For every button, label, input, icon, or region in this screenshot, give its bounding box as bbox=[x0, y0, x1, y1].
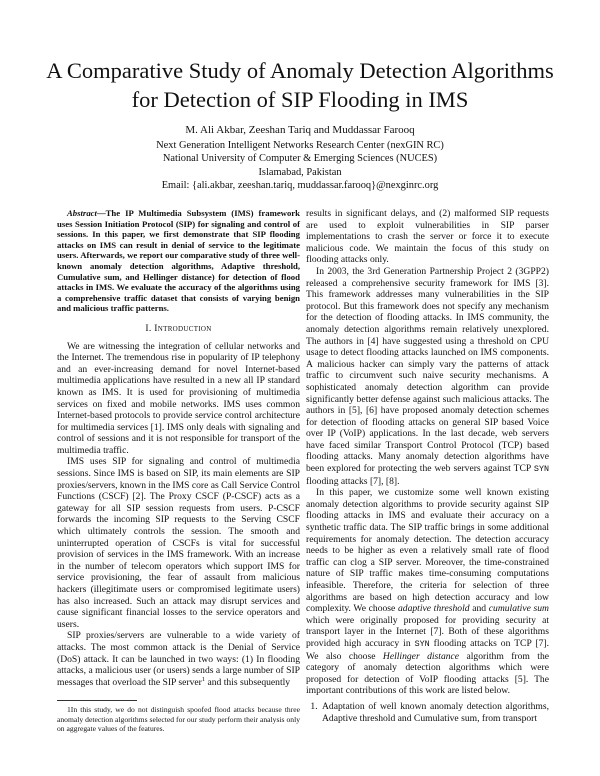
author-email: Email: {ali.akbar, zeeshan.tariq, muddassar.farooq}@nexginrc.org bbox=[161, 179, 439, 191]
syn-term: SYN bbox=[533, 464, 549, 475]
right-paragraph-1: results in significant delays, and (2) malformed SIP requests are used to exploit vulnerabilities in SIP parser implementations to crash the server or force it to execute malicious code. We maintain the focus of this study on flooding attacks only. bbox=[306, 208, 549, 266]
syn-term: SYN bbox=[414, 638, 430, 649]
contributions-list bbox=[306, 701, 549, 724]
footnote-divider bbox=[57, 700, 137, 701]
section-title: Introduction bbox=[154, 322, 212, 334]
affiliation-university: National University of Computer & Emerging Sciences (NUCES) bbox=[162, 153, 438, 165]
author-block bbox=[60, 124, 540, 192]
right-column bbox=[306, 208, 549, 724]
conjunction-and: and bbox=[469, 603, 489, 615]
section-heading-introduction bbox=[57, 323, 300, 335]
intro-paragraph-2: IMS uses SIP for signaling and control of multimedia sessions. Since IMS is based on SIP, its main elements are SIP proxies/servers, known in the IMS core as Call Service Control Functions (CSCF) [2]. The Proxy CSCF (P-CSCF) acts as a gateway for all SIP session requests from users. P-CSCF forwards the incoming SIP requests to the Serving CSCF which ultimately controls the session. The smooth and uninterrupted operation of CSCFs is vital for successful provision of services in the IMS framework. With an increase in the number of telecom operators which support IMS for service provisioning, the fear of assault from malicious hackers (illegitimate users or compromised legitimate users) has also increased. Such an attack may disrupt services and cause significant financial losses to the service operators and users. bbox=[57, 456, 300, 630]
footnote-marker: 1 bbox=[201, 675, 206, 683]
section-number: I. bbox=[145, 322, 155, 334]
left-column bbox=[57, 208, 300, 733]
intro-paragraph-3-text-a: SIP proxies/servers are vulnerable to a wide variety of attacks. The most common attack is the Denial of Service (DoS) attack. It can be launched in two ways: (1) In flooding attacks, a malicious user (or users) sends a large number of SIP messages that overload the SIP server bbox=[57, 630, 300, 688]
paper-title: A Comparative Study of Anomaly Detection Algorithms for Detection of SIP Flooding in IMS bbox=[46, 58, 554, 112]
affiliation-city: Islamabad, Pakistan bbox=[258, 166, 342, 178]
intro-paragraph-1: We are witnessing the integration of cellular networks and the Internet. The tremendous rise in popularity of IP telephony and an ever-increasing demand for novel Internet-based multimedia applications have resulted in a new all IP standard known as IMS. It is used for provisioning of multimedia services on fixed and mobile networks. IMS uses common Internet-based protocols to provide service control architecture for multimedia services [1]. IMS only deals with signaling and control of sessions and it is not responsible for transport of the multimedia traffic. bbox=[57, 340, 300, 456]
right-paragraph-3-text-c: flooding attacks on TCP [7]. We also choose bbox=[306, 637, 549, 662]
footnote: 1In this study, we do not distinguish spoofed flood attacks because three anomaly detection algorithms selected for our study perform their analysis only on aggregate values of the features. bbox=[57, 705, 300, 733]
emphasis-hellinger-distance: Hellinger distance bbox=[382, 650, 460, 662]
contribution-item: 1. Adaptation of well known anomaly detection algorithms, Adaptive threshold and Cumulative sum, from transport bbox=[320, 701, 549, 724]
affiliation-lab: Next Generation Intelligent Networks Research Center (nexGIN RC) bbox=[156, 140, 444, 152]
right-paragraph-2-text-a: In 2003, the 3rd Generation Partnership Project 2 (3GPP2) released a comprehensive security framework for IMS [3]. This framework addresses many vulnerabilities in the SIP protocol. But this framework does not specify any mechanism for the detection of flooding attacks. In IMS community, the anomaly detection algorithms remain relatively unexplored. The authors in [4] have suggested using a threshold on CPU usage to detect flooding attacks launched on IMS components. A malicious hacker can simply vary the patterns of attack traffic to circumvent such naive security mechanisms. A sophisticated anomaly detection algorithm can provide significantly better defense against such malicious attacks. The authors in [5], [6] have proposed anomaly detection schemes for detection of flooding attacks on general SIP based Voice over IP (VoIP) applications. In the last decade, web servers have faced similar Transport Control Protocol (TCP) based flooding attacks. Many anomaly detection algorithms have been explored for protecting the web servers against TCP bbox=[306, 265, 549, 475]
right-paragraph-3-text-b: which were originally proposed for providing security at transport layer in the Internet [7]. Both of these algorithms provided high accuracy in bbox=[306, 614, 549, 649]
emphasis-cumulative-sum: cumulative sum bbox=[488, 603, 549, 615]
right-paragraph-3 bbox=[306, 487, 549, 697]
right-paragraph-3-text-a: In this paper, we customize some well known existing anomaly detection algorithms to provide security against SIP flooding attacks in IMS and evaluate their accuracy on a synthetic traffic data. The SIP traffic brings in some additional requirements for anomaly detection. The detection accuracy needs to be higher as even a relatively small rate of flood traffic can clog a SIP server. Moreover, the time-constrained nature of SIP traffic makes time-consuming computations infeasible. Therefore, the criteria for selection of three algorithms are based on high detection accuracy and low complexity. We choose bbox=[306, 487, 549, 615]
abstract bbox=[57, 208, 300, 314]
right-paragraph-2-text-b: flooding attacks [7], [8]. bbox=[306, 475, 400, 487]
emphasis-adaptive-threshold: adaptive threshold bbox=[397, 603, 470, 615]
abstract-text: —The IP Multimedia Subsystem (IMS) framework uses Session Initiation Protocol (SIP) for signaling and control of sessions. In this paper, we first demonstrate that SIP flooding attacks on IMS can result in denial of service to the legitimate users. Afterwards, we report our comparative study of three well-known anomaly detection algorithms, Adaptive threshold, Cumulative sum, and Hellinger distance) for detection of flood attacks in IMS. We evaluate the accuracy of the algorithms using a comprehensive traffic dataset that consists of varying benign and malicious traffic patterns. bbox=[57, 208, 300, 314]
right-paragraph-2 bbox=[306, 266, 549, 487]
right-paragraph-3-text-d: algorithm from the category of anomaly detection algorithms which were proposed for detection of VoIP flooding attacks [5]. The important contributions of this work are listed below. bbox=[306, 650, 550, 697]
intro-paragraph-3 bbox=[57, 630, 300, 688]
author-names: M. Ali Akbar, Zeeshan Tariq and Muddassar Farooq bbox=[185, 124, 415, 136]
abstract-label: Abstract bbox=[67, 208, 97, 218]
intro-paragraph-3-text-b: and this subsequently bbox=[205, 676, 291, 688]
